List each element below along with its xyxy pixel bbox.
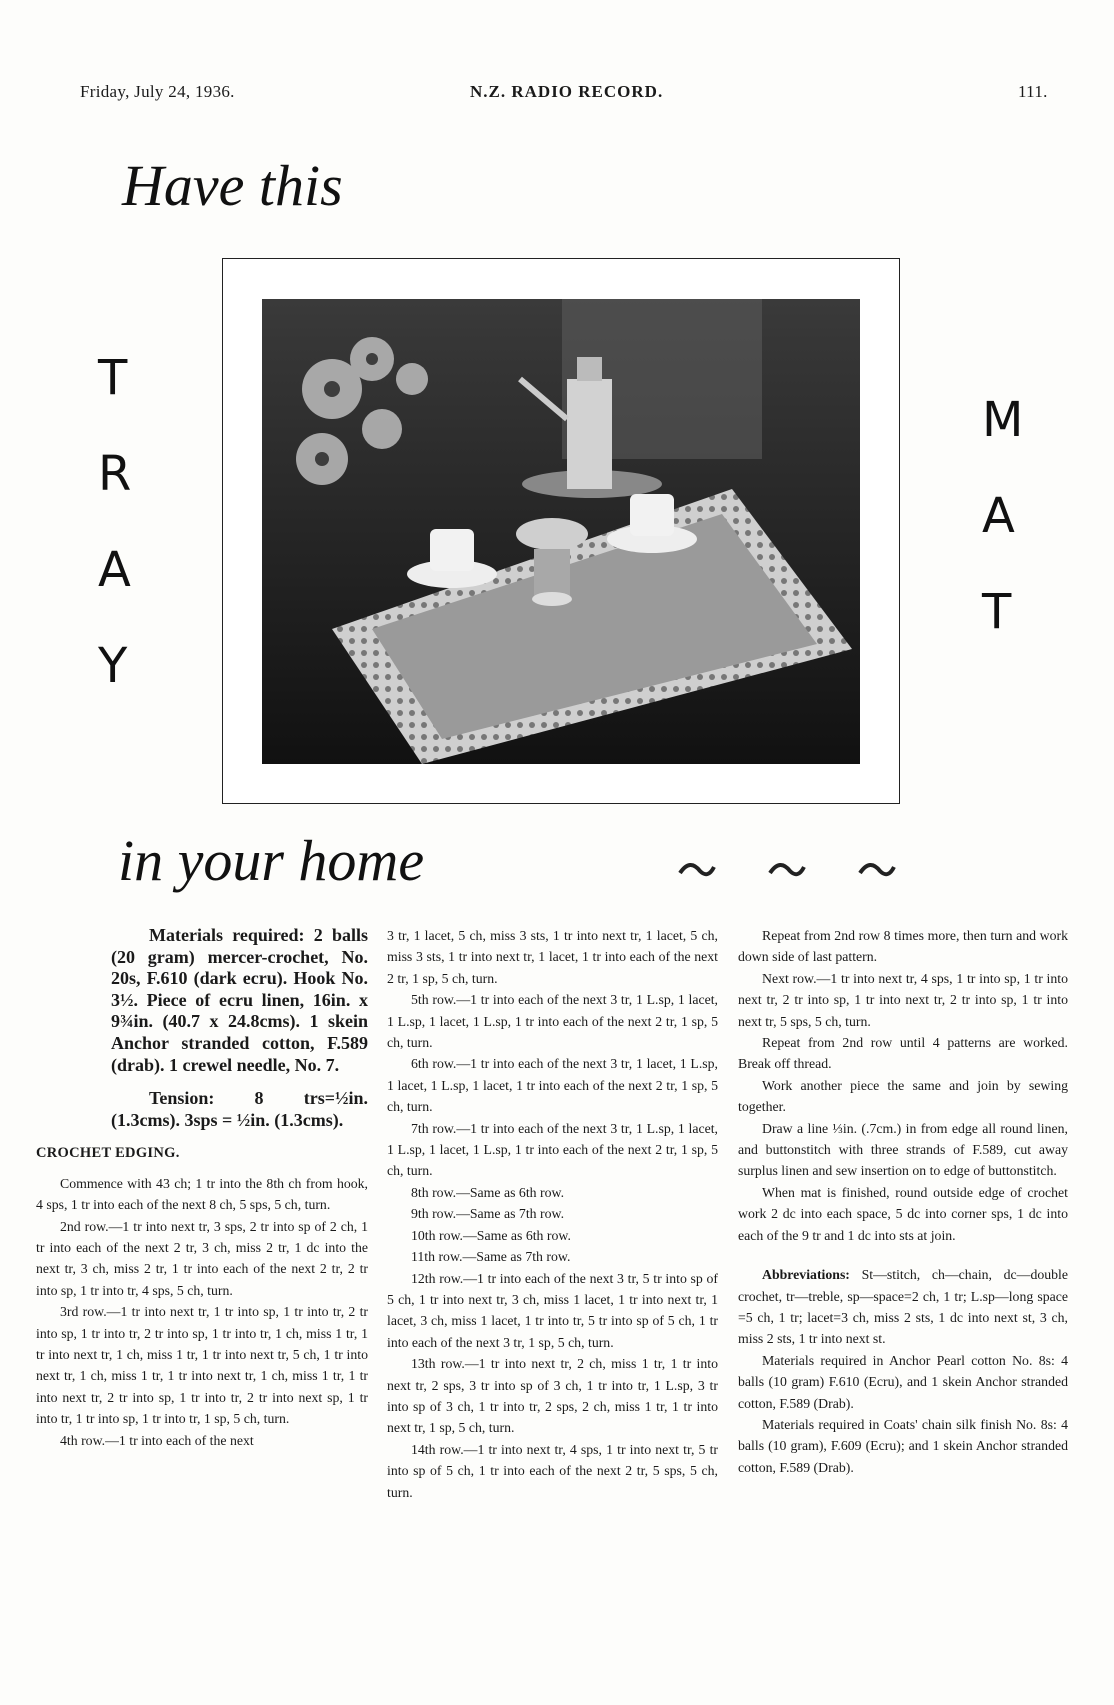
letter-t: T	[982, 584, 1012, 640]
letter-r: R	[98, 446, 132, 502]
letter-y: Y	[98, 638, 128, 694]
column-1	[36, 925, 368, 1451]
crochet-edging-heading: CROCHET EDGING.	[36, 1145, 180, 1162]
paragraph: 14th row.—1 tr into next tr, 4 sps, 1 tr into next tr, 5 tr into sp of 5 ch, 1 tr into each of the next 2 tr, 5 sps, 5 ch, turn.	[387, 1441, 718, 1500]
paragraph: Repeat from 2nd row until 4 patterns are worked. Break off thread.	[738, 1035, 1068, 1072]
abbreviations	[738, 1264, 1068, 1350]
paragraph: Materials required in Coats' chain silk finish No. 8s: 4 balls (10 gram), F.609 (Ecru); and 1 skein Anchor stranded cotton, F.589 (Drab).	[738, 1416, 1068, 1475]
letter-t: T	[98, 350, 128, 406]
paragraph: 9th row.—Same as 7th row.	[411, 1206, 565, 1222]
paragraph: Draw a line ⅓in. (.7cm.) in from edge all round linen, and buttonstitch with three strands of F.589, cut away surplus linen and sew insertion on to edge of buttonstitch.	[738, 1120, 1068, 1179]
paragraph: 4th row.—1 tr into each of the next	[60, 1432, 254, 1448]
letter-a: A	[98, 542, 131, 598]
title-top: Have this	[122, 153, 343, 218]
paragraph: 6th row.—1 tr into each of the next 3 tr, 1 lacet, 1 L.sp, 1 lacet, 1 L.sp, 1 lacet, 1 tr into each of the next 2 tr, 1 sp, 5 ch, turn.	[387, 1056, 718, 1115]
paragraph: 8th row.—Same as 6th row.	[411, 1184, 565, 1200]
paragraph: Materials required in Anchor Pearl cotton No. 8s: 4 balls (10 gram) F.610 (Ecru), and 1 skein Anchor stranded cotton, F.589 (Drab).	[738, 1352, 1068, 1411]
paragraph: 11th row.—Same as 7th row.	[411, 1249, 571, 1265]
abbreviations-label: Abbreviations:	[762, 1267, 850, 1283]
publication-name: N.Z. RADIO RECORD.	[470, 82, 664, 101]
paragraph: Repeat from 2nd row 8 times more, then turn and work down side of last pattern.	[738, 928, 1068, 965]
tray-mat-photo	[262, 299, 860, 764]
abbreviations-text: St—stitch, ch—chain, dc—double crochet, tr—treble, sp—space=2 ch, 1 tr; L.sp—long space =5 ch, 1 tr; lacet=3 ch, miss 2 sts, 1 dc into next st, 3 ch, miss 2 sts, 1 tr into next st.	[738, 1267, 1069, 1347]
paragraph: 7th row.—1 tr into each of the next 3 tr, 1 L.sp, 1 lacet, 1 L.sp, 1 lacet, 1 L.sp, 1 tr into each of the next 2 tr, 1 sp, 5 ch, turn.	[387, 1120, 718, 1179]
paragraph: 10th row.—Same as 6th row.	[411, 1227, 571, 1243]
column-3	[738, 925, 1068, 1478]
letter-m: M	[982, 392, 1024, 448]
paragraph: 2nd row.—1 tr into next tr, 3 sps, 2 tr into sp of 2 ch, 1 tr into each of the next 2 tr, 3 ch, miss 2 tr, 1 dc into the next tr, 3 ch, miss 2 tr, 1 tr into each of the next 2 tr, 2 tr into sp, 1 tr into tr, 4 sps, 5 ch, turn.	[36, 1218, 368, 1298]
decorative-swirls	[675, 838, 935, 888]
page-number: 111.	[1018, 82, 1048, 101]
paragraph: 3 tr, 1 lacet, 5 ch, miss 3 sts, 1 tr into next tr, 1 lacet, 5 ch, miss 3 sts, 1 tr into next tr, 1 lacet, 1 tr into each of the next 2 tr, 1 sp, 5 ch, turn.	[387, 928, 718, 986]
paragraph: Work another piece the same and join by sewing together.	[738, 1077, 1068, 1115]
paragraph: 3rd row.—1 tr into next tr, 1 tr into sp, 1 tr into tr, 2 tr into sp, 1 tr into tr, 2 tr into sp, 1 tr into tr, 1 ch, miss 1 tr, 1 tr into next tr, 1 ch, miss 1 tr, 1 tr into next tr, 5 ch, 1 tr into next tr, 1 ch, miss 1 tr, 1 tr into next tr, 1 ch, miss 1 tr, 1 tr into next tr, 2 tr into sp, 1 tr into tr, 2 tr into next sp, 1 tr into tr, 1 tr into sp, 1 tr into tr, 1 sp, 5 ch, turn.	[36, 1304, 368, 1427]
paragraph: 13th row.—1 tr into next tr, 2 ch, miss 1 tr, 1 tr into next tr, 2 sps, 3 tr into sp of 3 ch, 1 tr into tr, 1 L.sp, 3 tr into sp of 3 ch, 1 tr into tr, 2 sps, 2 ch, miss 1 tr, 1 tr into next tr, 1 sp, 5 ch, turn.	[387, 1356, 718, 1436]
paragraph: Commence with 43 ch; 1 tr into the 8th ch from hook, 4 sps, 1 tr into each of the next 8 ch, 5 sps, 5 ch, turn.	[36, 1175, 368, 1213]
paragraph: When mat is finished, round outside edge of crochet work 2 dc into each space, 5 dc into corner sps, 1 dc into each of the 9 tr and 1 dc into sts at join.	[738, 1184, 1068, 1243]
letter-a: A	[982, 488, 1015, 544]
column-2	[387, 925, 718, 1503]
paragraph: 12th row.—1 tr into each of the next 3 tr, 5 tr into sp of 5 ch, 1 tr into next tr, 3 ch, miss 1 lacet, 1 tr into next tr, 1 lacet, 3 ch, miss 1 lacet, 1 tr into tr, 5 tr into sp of 5 ch, 1 tr into each of the next 3 tr, 1 sp, 5 ch, turn.	[387, 1270, 718, 1350]
materials-required: Materials required: 2 balls (20 gram) mercer-crochet, No. 20s, F.610 (dark ecru). Hook No. 3½. Piece of ecru linen, 16in. x 9¾in. (40.7 x 24.8cms). 1 skein Anchor stranded cotton, F.589 (drab). 1 crewel needle, No. 7.	[111, 925, 368, 1075]
issue-date: Friday, July 24, 1936.	[80, 82, 235, 101]
tension-note: Tension: 8 trs=½in. (1.3cms). 3sps = ½in. (1.3cms).	[111, 1088, 368, 1130]
paragraph: Next row.—1 tr into next tr, 4 sps, 1 tr into sp, 1 tr into next tr, 2 tr into sp, 1 tr into next tr, 2 tr into sp, 1 tr into next tr, 5 sps, 5 ch, turn.	[738, 970, 1068, 1029]
title-bottom: in your home	[118, 828, 425, 893]
paragraph: 5th row.—1 tr into each of the next 3 tr, 1 L.sp, 1 lacet, 1 L.sp, 1 lacet, 1 L.sp, 1 tr into each of the next 2 tr, 1 sp, 5 ch, turn.	[387, 992, 718, 1051]
